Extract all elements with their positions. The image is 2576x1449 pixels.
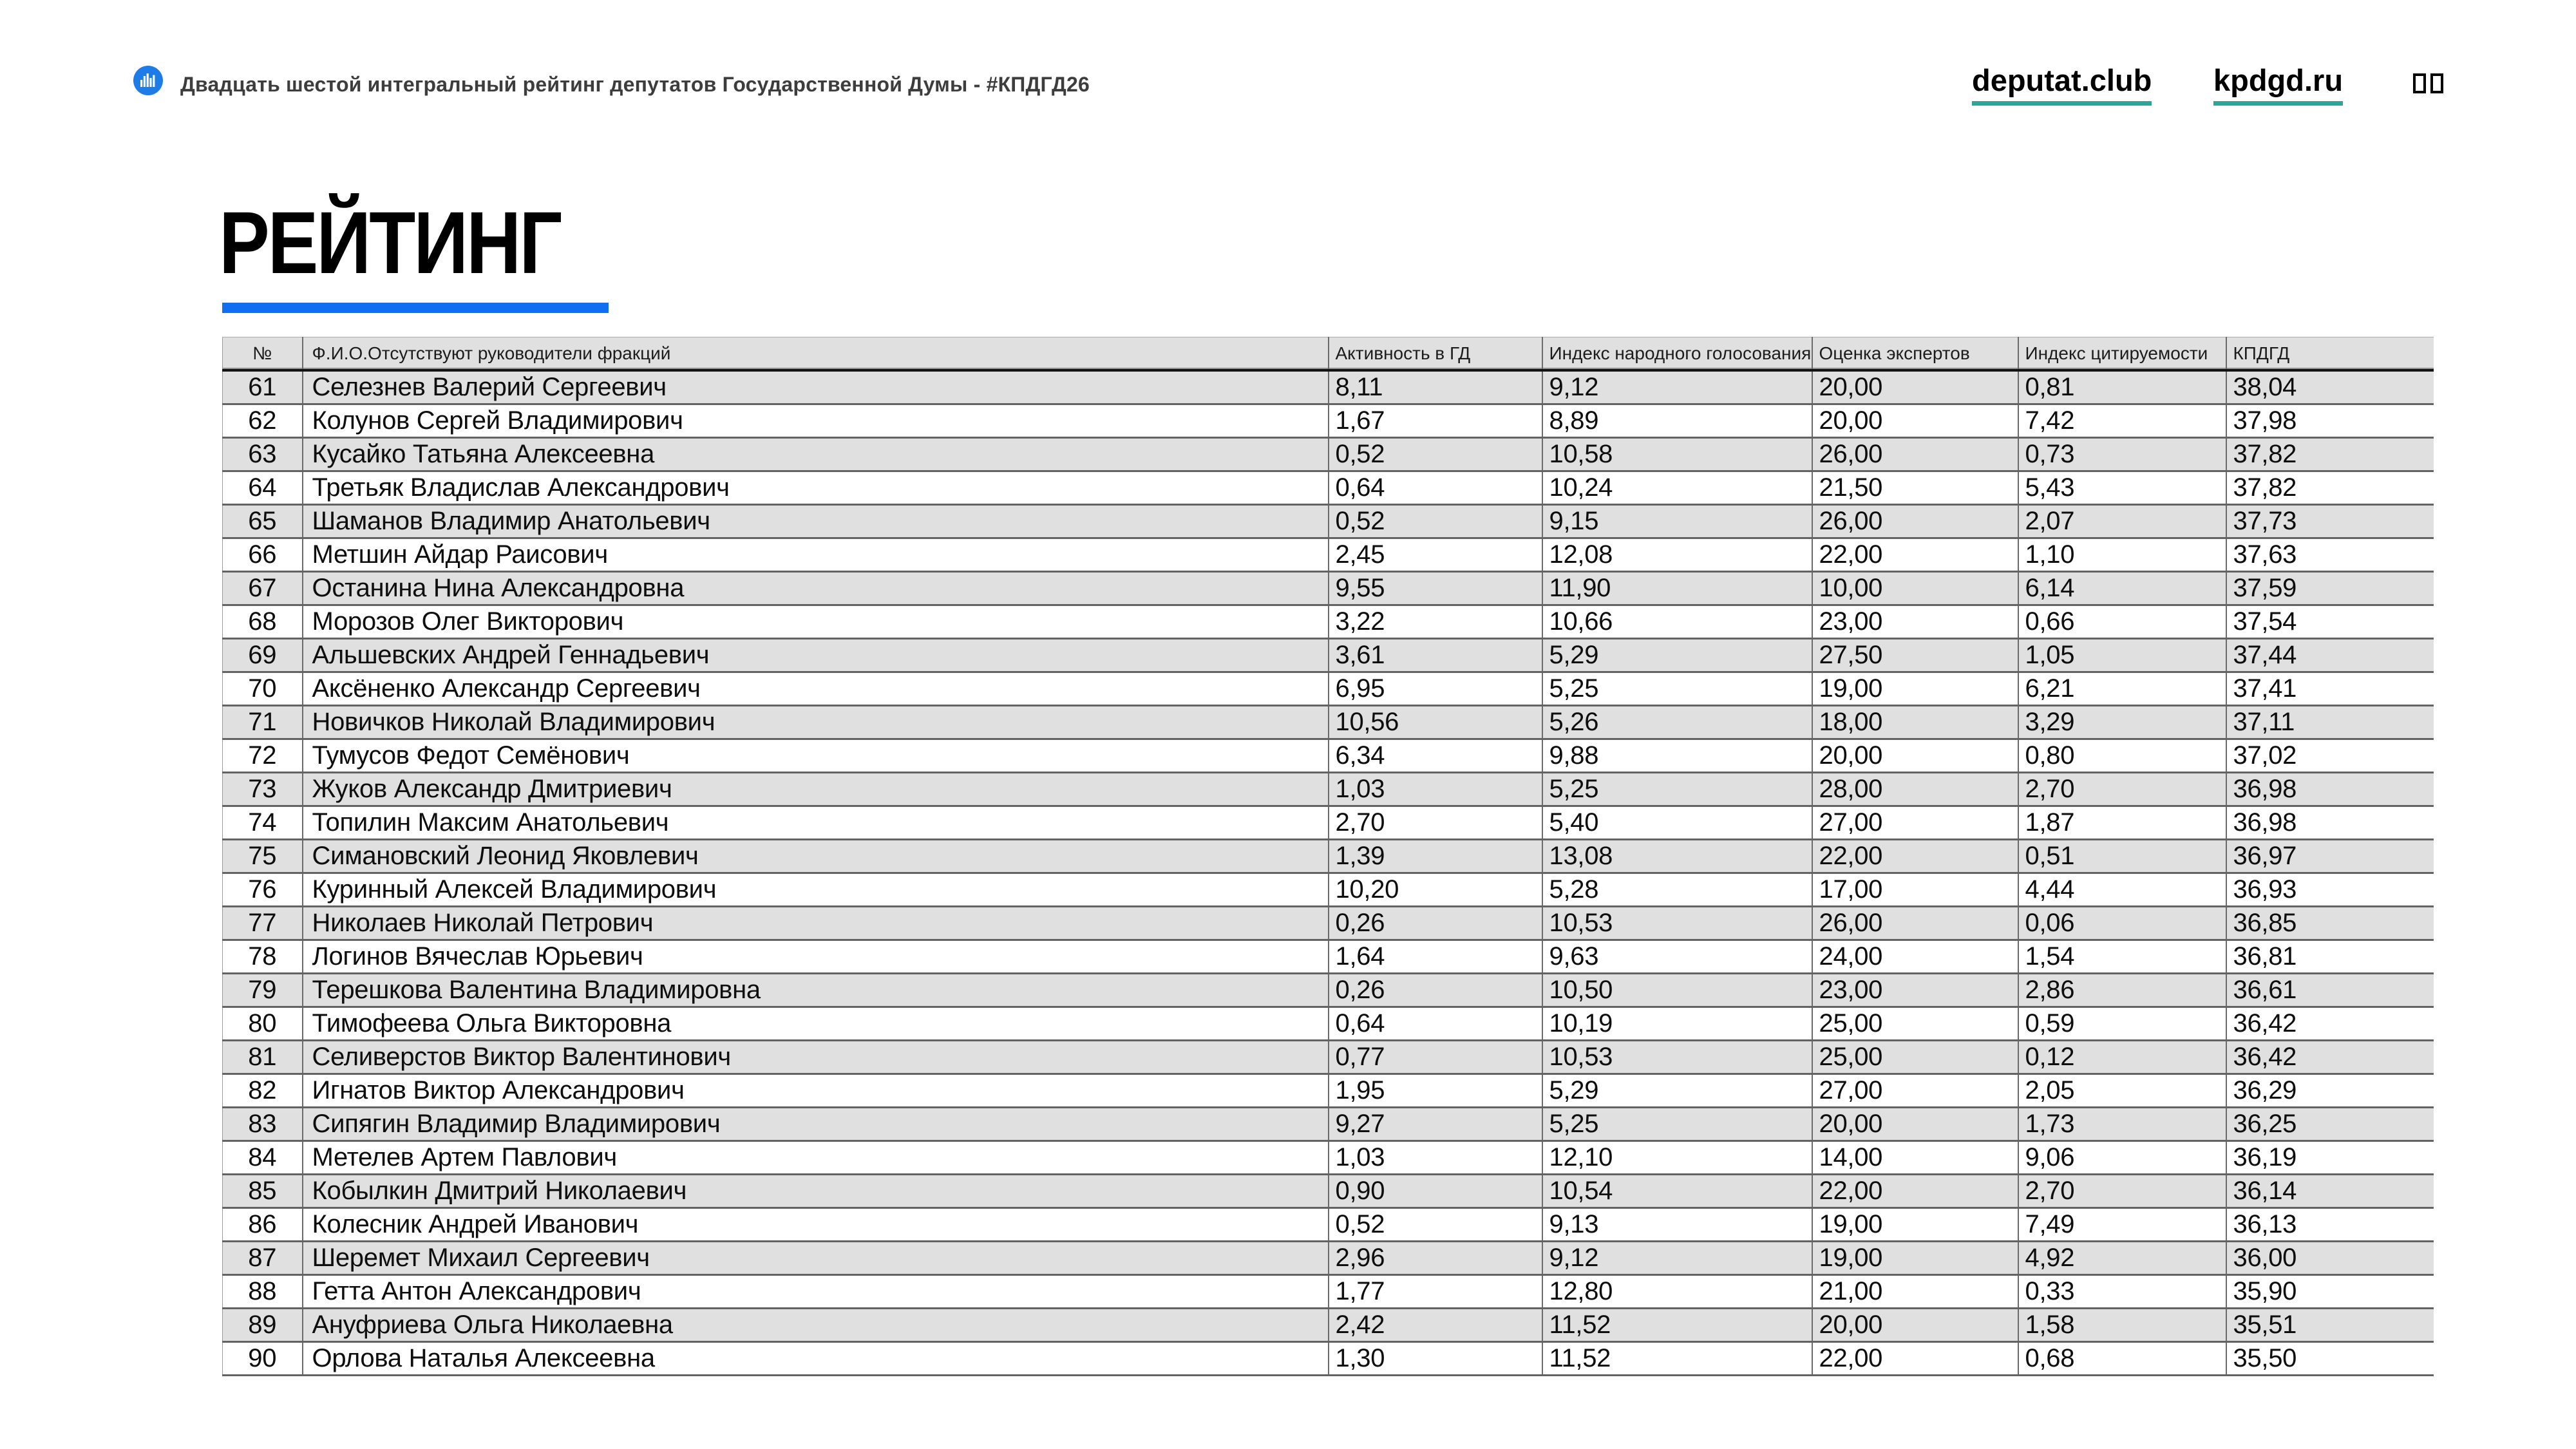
kpdgd-cell: 36,29 xyxy=(2226,1074,2434,1108)
vote-index-cell: 10,53 xyxy=(1542,907,1812,940)
expert-score-cell: 28,00 xyxy=(1812,773,2018,806)
activity-cell: 6,95 xyxy=(1329,672,1542,706)
table-row xyxy=(223,806,2434,840)
expert-score-cell: 22,00 xyxy=(1812,538,2018,572)
activity-cell: 1,03 xyxy=(1329,773,1542,806)
column-header-expert-score: Оценка экспертов xyxy=(1812,337,2018,371)
citation-index-cell: 1,87 xyxy=(2018,806,2226,840)
kpdgd-cell: 36,25 xyxy=(2226,1108,2434,1141)
citation-index-cell: 2,86 xyxy=(2018,974,2226,1007)
name-cell: Орлова Наталья Алексеевна xyxy=(303,1342,1329,1376)
expert-score-cell: 27,00 xyxy=(1812,1074,2018,1108)
table-row xyxy=(223,1309,2434,1342)
citation-index-cell: 0,51 xyxy=(2018,840,2226,873)
kpdgd-cell: 36,13 xyxy=(2226,1208,2434,1242)
vote-index-cell: 11,52 xyxy=(1542,1309,1812,1342)
rank-cell: 77 xyxy=(223,907,303,940)
vote-index-cell: 5,29 xyxy=(1542,1074,1812,1108)
rank-cell: 84 xyxy=(223,1141,303,1175)
activity-cell: 10,56 xyxy=(1329,706,1542,739)
name-cell: Топилин Максим Анатольевич xyxy=(303,806,1329,840)
table-row xyxy=(223,471,2434,505)
kpdgd-cell: 36,98 xyxy=(2226,773,2434,806)
bar-chart-logo-icon xyxy=(133,66,163,95)
name-cell: Шаманов Владимир Анатольевич xyxy=(303,505,1329,538)
rank-cell: 82 xyxy=(223,1074,303,1108)
table-row xyxy=(223,706,2434,739)
expert-score-cell: 23,00 xyxy=(1812,974,2018,1007)
name-cell: Морозов Олег Викторович xyxy=(303,605,1329,639)
expert-score-cell: 25,00 xyxy=(1812,1007,2018,1041)
kpdgd-cell: 37,54 xyxy=(2226,605,2434,639)
name-cell: Альшевских Андрей Геннадьевич xyxy=(303,639,1329,672)
table-row xyxy=(223,370,2434,404)
expert-score-cell: 22,00 xyxy=(1812,1342,2018,1376)
vote-index-cell: 13,08 xyxy=(1542,840,1812,873)
rank-cell: 65 xyxy=(223,505,303,538)
activity-cell: 0,64 xyxy=(1329,1007,1542,1041)
vote-index-cell: 10,19 xyxy=(1542,1007,1812,1041)
name-cell: Тимофеева Ольга Викторовна xyxy=(303,1007,1329,1041)
expert-score-cell: 20,00 xyxy=(1812,739,2018,773)
citation-index-cell: 0,33 xyxy=(2018,1275,2226,1309)
activity-cell: 0,64 xyxy=(1329,471,1542,505)
kpdgd-cell: 36,00 xyxy=(2226,1242,2434,1275)
citation-index-cell: 0,12 xyxy=(2018,1041,2226,1074)
citation-index-cell: 0,06 xyxy=(2018,907,2226,940)
citation-index-cell: 7,42 xyxy=(2018,404,2226,438)
vote-index-cell: 12,08 xyxy=(1542,538,1812,572)
citation-index-cell: 1,54 xyxy=(2018,940,2226,974)
kpdgd-cell: 36,14 xyxy=(2226,1175,2434,1208)
kpdgd-cell: 36,85 xyxy=(2226,907,2434,940)
activity-cell: 2,45 xyxy=(1329,538,1542,572)
expert-score-cell: 20,00 xyxy=(1812,1108,2018,1141)
table-row xyxy=(223,940,2434,974)
rank-cell: 86 xyxy=(223,1208,303,1242)
activity-cell: 0,52 xyxy=(1329,438,1542,471)
missing-glyph-box-icon xyxy=(2430,73,2443,93)
kpdgd-cell: 36,61 xyxy=(2226,974,2434,1007)
column-header-activity: Активность в ГД xyxy=(1329,337,1542,371)
expert-score-cell: 24,00 xyxy=(1812,940,2018,974)
name-cell: Третьяк Владислав Александрович xyxy=(303,471,1329,505)
table-row xyxy=(223,605,2434,639)
vote-index-cell: 11,52 xyxy=(1542,1342,1812,1376)
table-row xyxy=(223,438,2434,471)
citation-index-cell: 0,73 xyxy=(2018,438,2226,471)
name-cell: Колунов Сергей Владимирович xyxy=(303,404,1329,438)
expert-score-cell: 27,50 xyxy=(1812,639,2018,672)
name-cell: Новичков Николай Владимирович xyxy=(303,706,1329,739)
citation-index-cell: 3,29 xyxy=(2018,706,2226,739)
kpdgd-cell: 36,42 xyxy=(2226,1041,2434,1074)
activity-cell: 10,20 xyxy=(1329,873,1542,907)
rank-cell: 76 xyxy=(223,873,303,907)
table-row xyxy=(223,538,2434,572)
activity-cell: 0,52 xyxy=(1329,1208,1542,1242)
rank-cell: 63 xyxy=(223,438,303,471)
name-cell: Кобылкин Дмитрий Николаевич xyxy=(303,1175,1329,1208)
vote-index-cell: 12,10 xyxy=(1542,1141,1812,1175)
vote-index-cell: 5,29 xyxy=(1542,639,1812,672)
activity-cell: 2,42 xyxy=(1329,1309,1542,1342)
name-cell: Симановский Леонид Яковлевич xyxy=(303,840,1329,873)
activity-cell: 9,55 xyxy=(1329,572,1542,605)
name-cell: Аксёненко Александр Сергеевич xyxy=(303,672,1329,706)
citation-index-cell: 1,10 xyxy=(2018,538,2226,572)
activity-cell: 1,77 xyxy=(1329,1275,1542,1309)
vote-index-cell: 9,13 xyxy=(1542,1208,1812,1242)
expert-score-cell: 21,00 xyxy=(1812,1275,2018,1309)
kpdgd-cell: 36,19 xyxy=(2226,1141,2434,1175)
citation-index-cell: 1,73 xyxy=(2018,1108,2226,1141)
name-cell: Селезнев Валерий Сергеевич xyxy=(303,370,1329,404)
vote-index-cell: 8,89 xyxy=(1542,404,1812,438)
rank-cell: 79 xyxy=(223,974,303,1007)
name-cell: Колесник Андрей Иванович xyxy=(303,1208,1329,1242)
vote-index-cell: 10,58 xyxy=(1542,438,1812,471)
vote-index-cell: 10,24 xyxy=(1542,471,1812,505)
report-title: Двадцать шестой интегральный рейтинг депутатов Государственной Думы - #КПДГД26 xyxy=(180,73,1090,96)
rank-cell: 66 xyxy=(223,538,303,572)
rating-table xyxy=(222,337,2434,1376)
name-cell: Жуков Александр Дмитриевич xyxy=(303,773,1329,806)
rank-cell: 67 xyxy=(223,572,303,605)
citation-index-cell: 2,70 xyxy=(2018,773,2226,806)
expert-score-cell: 27,00 xyxy=(1812,806,2018,840)
expert-score-cell: 26,00 xyxy=(1812,505,2018,538)
table-row xyxy=(223,639,2434,672)
citation-index-cell: 0,59 xyxy=(2018,1007,2226,1041)
activity-cell: 6,34 xyxy=(1329,739,1542,773)
kpdgd-cell: 37,82 xyxy=(2226,438,2434,471)
citation-index-cell: 7,49 xyxy=(2018,1208,2226,1242)
expert-score-cell: 26,00 xyxy=(1812,907,2018,940)
rank-cell: 85 xyxy=(223,1175,303,1208)
rank-cell: 62 xyxy=(223,404,303,438)
activity-cell: 1,64 xyxy=(1329,940,1542,974)
activity-cell: 3,22 xyxy=(1329,605,1542,639)
column-header-name: Ф.И.О.Отсутствуют руководители фракций xyxy=(303,337,1329,371)
rank-cell: 64 xyxy=(223,471,303,505)
kpdgd-cell: 37,82 xyxy=(2226,471,2434,505)
rank-cell: 75 xyxy=(223,840,303,873)
rank-cell: 70 xyxy=(223,672,303,706)
vote-index-cell: 10,53 xyxy=(1542,1041,1812,1074)
table-row xyxy=(223,773,2434,806)
rank-cell: 74 xyxy=(223,806,303,840)
citation-index-cell: 5,43 xyxy=(2018,471,2226,505)
vote-index-cell: 9,63 xyxy=(1542,940,1812,974)
kpdgd-cell: 38,04 xyxy=(2226,370,2434,404)
vote-index-cell: 5,40 xyxy=(1542,806,1812,840)
expert-score-cell: 20,00 xyxy=(1812,1309,2018,1342)
expert-score-cell: 23,00 xyxy=(1812,605,2018,639)
name-cell: Кусайко Татьяна Алексеевна xyxy=(303,438,1329,471)
citation-index-cell: 2,70 xyxy=(2018,1175,2226,1208)
table-row xyxy=(223,1242,2434,1275)
name-cell: Ануфриева Ольга Николаевна xyxy=(303,1309,1329,1342)
activity-cell: 9,27 xyxy=(1329,1108,1542,1141)
activity-cell: 0,77 xyxy=(1329,1041,1542,1074)
citation-index-cell: 6,21 xyxy=(2018,672,2226,706)
table-row xyxy=(223,1342,2434,1376)
citation-index-cell: 1,05 xyxy=(2018,639,2226,672)
column-header-vote-index: Индекс народного голосования xyxy=(1542,337,1812,371)
activity-cell: 3,61 xyxy=(1329,639,1542,672)
table-row xyxy=(223,739,2434,773)
expert-score-cell: 20,00 xyxy=(1812,404,2018,438)
name-cell: Сипягин Владимир Владимирович xyxy=(303,1108,1329,1141)
table-header-row xyxy=(223,337,2434,371)
vote-index-cell: 5,25 xyxy=(1542,773,1812,806)
table-row xyxy=(223,1208,2434,1242)
column-header-kpdgd: КПДГД xyxy=(2226,337,2434,371)
activity-cell: 8,11 xyxy=(1329,370,1542,404)
rank-cell: 69 xyxy=(223,639,303,672)
activity-cell: 0,52 xyxy=(1329,505,1542,538)
table-row xyxy=(223,907,2434,940)
kpdgd-cell: 36,42 xyxy=(2226,1007,2434,1041)
kpdgd-cell: 37,44 xyxy=(2226,639,2434,672)
expert-score-cell: 17,00 xyxy=(1812,873,2018,907)
table-row xyxy=(223,1175,2434,1208)
table-row xyxy=(223,505,2434,538)
kpdgd-cell: 37,63 xyxy=(2226,538,2434,572)
name-cell: Гетта Антон Александрович xyxy=(303,1275,1329,1309)
table-row xyxy=(223,572,2434,605)
kpdgd-cell: 35,51 xyxy=(2226,1309,2434,1342)
vote-index-cell: 9,12 xyxy=(1542,370,1812,404)
activity-cell: 2,96 xyxy=(1329,1242,1542,1275)
kpdgd-cell: 37,73 xyxy=(2226,505,2434,538)
citation-index-cell: 0,80 xyxy=(2018,739,2226,773)
rank-cell: 90 xyxy=(223,1342,303,1376)
citation-index-cell: 2,05 xyxy=(2018,1074,2226,1108)
expert-score-cell: 20,00 xyxy=(1812,370,2018,404)
vote-index-cell: 5,25 xyxy=(1542,672,1812,706)
expert-score-cell: 10,00 xyxy=(1812,572,2018,605)
rank-cell: 61 xyxy=(223,370,303,404)
citation-index-cell: 6,14 xyxy=(2018,572,2226,605)
kpdgd-cell: 36,98 xyxy=(2226,806,2434,840)
table-row xyxy=(223,404,2434,438)
citation-index-cell: 0,66 xyxy=(2018,605,2226,639)
vote-index-cell: 9,15 xyxy=(1542,505,1812,538)
activity-cell: 0,90 xyxy=(1329,1175,1542,1208)
name-cell: Логинов Вячеслав Юрьевич xyxy=(303,940,1329,974)
kpdgd-cell: 36,93 xyxy=(2226,873,2434,907)
expert-score-cell: 26,00 xyxy=(1812,438,2018,471)
vote-index-cell: 5,28 xyxy=(1542,873,1812,907)
name-cell: Метшин Айдар Раисович xyxy=(303,538,1329,572)
column-header-rank: № xyxy=(223,337,303,371)
table-row xyxy=(223,1108,2434,1141)
vote-index-cell: 10,50 xyxy=(1542,974,1812,1007)
citation-index-cell: 4,92 xyxy=(2018,1242,2226,1275)
citation-index-cell: 4,44 xyxy=(2018,873,2226,907)
table-row xyxy=(223,1041,2434,1074)
rank-cell: 80 xyxy=(223,1007,303,1041)
missing-glyph-box-icon xyxy=(2413,73,2426,93)
citation-index-cell: 1,58 xyxy=(2018,1309,2226,1342)
kpdgd-cell: 36,81 xyxy=(2226,940,2434,974)
kpdgd-cell: 37,59 xyxy=(2226,572,2434,605)
activity-cell: 1,67 xyxy=(1329,404,1542,438)
rank-cell: 81 xyxy=(223,1041,303,1074)
vote-index-cell: 5,26 xyxy=(1542,706,1812,739)
name-cell: Тумусов Федот Семёнович xyxy=(303,739,1329,773)
rank-cell: 89 xyxy=(223,1309,303,1342)
name-cell: Шеремет Михаил Сергеевич xyxy=(303,1242,1329,1275)
vote-index-cell: 12,80 xyxy=(1542,1275,1812,1309)
table-row xyxy=(223,1007,2434,1041)
missing-glyph-flag-icon xyxy=(2413,73,2443,93)
rank-cell: 68 xyxy=(223,605,303,639)
table-row xyxy=(223,1141,2434,1175)
citation-index-cell: 2,07 xyxy=(2018,505,2226,538)
citation-index-cell: 9,06 xyxy=(2018,1141,2226,1175)
kpdgd-cell: 35,50 xyxy=(2226,1342,2434,1376)
expert-score-cell: 21,50 xyxy=(1812,471,2018,505)
citation-index-cell: 0,68 xyxy=(2018,1342,2226,1376)
expert-score-cell: 19,00 xyxy=(1812,1208,2018,1242)
expert-score-cell: 19,00 xyxy=(1812,1242,2018,1275)
activity-cell: 1,95 xyxy=(1329,1074,1542,1108)
link-deputat-club[interactable]: deputat.club xyxy=(1972,64,2152,106)
name-cell: Игнатов Виктор Александрович xyxy=(303,1074,1329,1108)
table-row xyxy=(223,974,2434,1007)
activity-cell: 1,03 xyxy=(1329,1141,1542,1175)
expert-score-cell: 14,00 xyxy=(1812,1141,2018,1175)
vote-index-cell: 11,90 xyxy=(1542,572,1812,605)
expert-score-cell: 22,00 xyxy=(1812,1175,2018,1208)
kpdgd-cell: 37,11 xyxy=(2226,706,2434,739)
kpdgd-cell: 36,97 xyxy=(2226,840,2434,873)
name-cell: Николаев Николай Петрович xyxy=(303,907,1329,940)
table-row xyxy=(223,873,2434,907)
name-cell: Куринный Алексей Владимирович xyxy=(303,873,1329,907)
rank-cell: 83 xyxy=(223,1108,303,1141)
vote-index-cell: 10,54 xyxy=(1542,1175,1812,1208)
rank-cell: 87 xyxy=(223,1242,303,1275)
table-body xyxy=(223,370,2434,1376)
table-row xyxy=(223,1275,2434,1309)
title-underline xyxy=(222,303,609,313)
name-cell: Останина Нина Александровна xyxy=(303,572,1329,605)
activity-cell: 2,70 xyxy=(1329,806,1542,840)
vote-index-cell: 9,12 xyxy=(1542,1242,1812,1275)
activity-cell: 0,26 xyxy=(1329,907,1542,940)
expert-score-cell: 19,00 xyxy=(1812,672,2018,706)
rank-cell: 71 xyxy=(223,706,303,739)
citation-index-cell: 0,81 xyxy=(2018,370,2226,404)
kpdgd-cell: 37,02 xyxy=(2226,739,2434,773)
link-kpdgd-ru[interactable]: kpdgd.ru xyxy=(2213,64,2343,106)
rank-cell: 78 xyxy=(223,940,303,974)
activity-cell: 0,26 xyxy=(1329,974,1542,1007)
activity-cell: 1,39 xyxy=(1329,840,1542,873)
activity-cell: 1,30 xyxy=(1329,1342,1542,1376)
table-row xyxy=(223,840,2434,873)
expert-score-cell: 25,00 xyxy=(1812,1041,2018,1074)
kpdgd-cell: 35,90 xyxy=(2226,1275,2434,1309)
name-cell: Селиверстов Виктор Валентинович xyxy=(303,1041,1329,1074)
rank-cell: 88 xyxy=(223,1275,303,1309)
name-cell: Терешкова Валентина Владимировна xyxy=(303,974,1329,1007)
kpdgd-cell: 37,98 xyxy=(2226,404,2434,438)
column-header-citation-index: Индекс цитируемости xyxy=(2018,337,2226,371)
expert-score-cell: 22,00 xyxy=(1812,840,2018,873)
vote-index-cell: 10,66 xyxy=(1542,605,1812,639)
rank-cell: 72 xyxy=(223,739,303,773)
rank-cell: 73 xyxy=(223,773,303,806)
page-title: РЕЙТИНГ xyxy=(219,194,561,293)
name-cell: Метелев Артем Павлович xyxy=(303,1141,1329,1175)
vote-index-cell: 5,25 xyxy=(1542,1108,1812,1141)
table-row xyxy=(223,672,2434,706)
kpdgd-cell: 37,41 xyxy=(2226,672,2434,706)
vote-index-cell: 9,88 xyxy=(1542,739,1812,773)
table-row xyxy=(223,1074,2434,1108)
expert-score-cell: 18,00 xyxy=(1812,706,2018,739)
